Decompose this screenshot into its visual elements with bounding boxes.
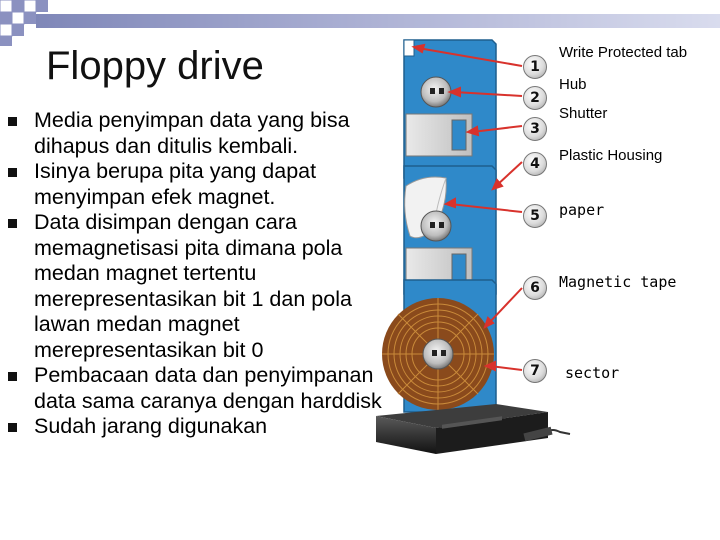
callout-label-plastic-housing: Plastic Housing: [559, 147, 663, 164]
callout-label-magnetic-tape: Magnetic tape: [559, 273, 677, 291]
callout-label-paper: paper: [559, 201, 605, 219]
callout-label-shutter: Shutter: [559, 105, 608, 122]
callout-label-write-protected-tab: Write Protected tab: [559, 44, 688, 61]
bullet-list: [8, 108, 388, 440]
floppy-disk-top: [404, 40, 496, 178]
bullet-square-icon: [8, 372, 17, 381]
title-bar-stripe: [36, 14, 720, 28]
callout-number-1: 1: [523, 55, 547, 79]
slide-title: Floppy drive: [46, 44, 264, 88]
bullet-square-icon: [8, 423, 17, 432]
callout-number-2: 2: [523, 86, 547, 110]
floppy-disk-bottom: [382, 280, 496, 412]
callout-label-hub: Hub: [559, 76, 587, 93]
bullet-item: Media penyimpan data yang bisa dihapus dan ditulis kembali.: [8, 108, 388, 159]
bullet-item: Isinya berupa pita yang dapat menyimpan efek magnet.: [8, 159, 388, 210]
bullet-square-icon: [8, 168, 17, 177]
bullet-item: Pembacaan data dan penyimpanan data sama caranya dengan harddisk: [8, 363, 388, 414]
floppy-disk-diagram: [376, 36, 720, 456]
bullet-item: Data disimpan dengan cara memagnetisasi pita dimana pola medan magnet tertentu merepresentasikan bit 1 dan pola lawan medan magnet merepresentasikan bit 0: [8, 210, 388, 363]
callout-number-7: 7: [523, 359, 547, 383]
bullet-item: Sudah jarang digunakan: [8, 414, 388, 440]
floppy-disk-middle: [404, 166, 496, 294]
bullet-square-icon: [8, 117, 17, 126]
bullet-square-icon: [8, 219, 17, 228]
callout-label-sector: sector: [565, 364, 620, 382]
callout-number-3: 3: [523, 117, 547, 141]
callout-number-6: 6: [523, 276, 547, 300]
callout-number-5: 5: [523, 204, 547, 228]
callout-number-4: 4: [523, 152, 547, 176]
